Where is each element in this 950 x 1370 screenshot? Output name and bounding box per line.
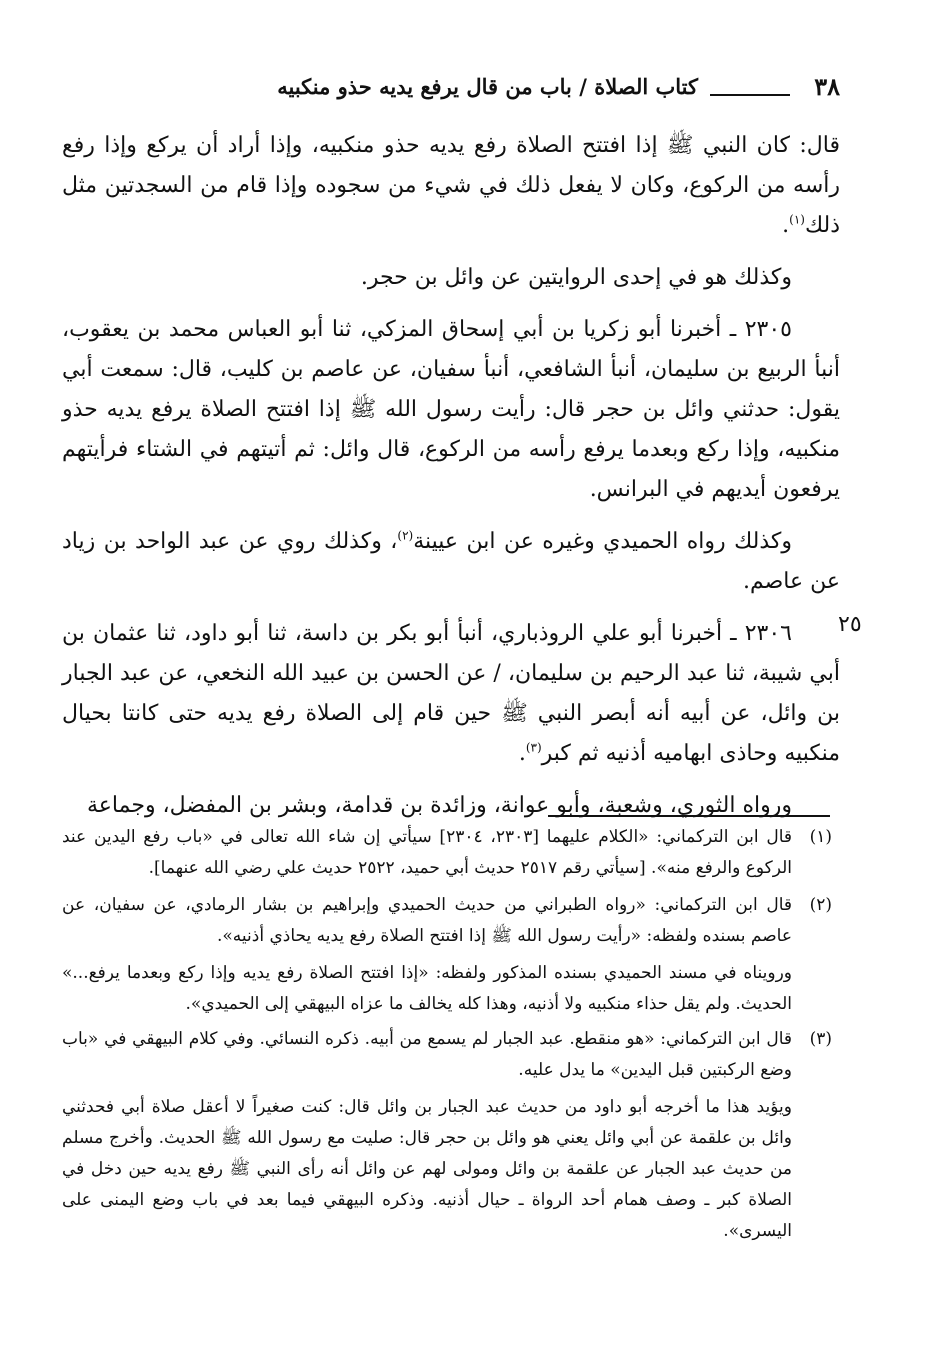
footnote-text: قال ابن التركماني: «الكلام عليهما [٢٣٠٣، ٢٣٠٤] سيأتي إن شاء الله تعالى في «باب رفع اليدين عند الركوع والرفع منه». [سيأتي رقم ٢٥١٧ حديث أبي حميد، ٢٥٢٢ حديث علي رضي الله عنهما]. xyxy=(62,827,793,878)
hadith-2305: ٢٣٠٥ ـ أخبرنا أبو زكريا بن أبي إسحاق المزكي، ثنا أبو العباس محمد بن يعقوب، أنبأ الربيع بن سليمان، أنبأ الشافعي، أنبأ سفيان، عن عاصم بن كليب، قال: سمعت أبي يقول: حدثني وائل بن حجر قال: رأيت رسول الله ﷺ إذا افتتح الصلاة يرفع يديه حذو منكبيه، وإذا ركع وبعدما يرفع رأسه من الركوع، قال وائل: ثم أتيتهم في الشتاء فرأيتهم يرفعون أيديهم في البرانس. xyxy=(62,317,840,502)
page-header xyxy=(60,72,840,108)
footnote-continuation: ورويناه في مسند الحميدي بسنده المذكور ولفظه: «إذا افتتح الصلاة رفع يديه وإذا ركع وبعدما يرفع...» الحديث. ولم يقل حذاء منكبيه ولا أذنيه، وهذا كله يخالف ما عزاه البيهقي إلى الحميدي». xyxy=(62,963,792,1014)
main-text xyxy=(62,126,840,838)
footnote-ref: (١) xyxy=(789,212,805,227)
hadith-2306: ٢٣٠٦ ـ أخبرنا أبو علي الروذباري، أنبأ أبو بكر بن داسة، ثنا أبو داود، ثنا عثمان بن أبي شيبة، ثنا عبد الرحيم بن سليمان، / عن الحسن بن عبيد الله النخعي، عن عبد الجبار بن وائل، عن أبيه أنه أبصر النبي ﷺ حين قام إلى الصلاة رفع يديه حتى كانتا بحيال منكبيه وحاذى ابهاميه أذنيه ثم كبر$^{(٣)}$. xyxy=(62,621,840,766)
footnote xyxy=(62,1024,832,1086)
footnote xyxy=(62,822,832,884)
header-rule xyxy=(710,94,790,96)
footnote-number: (٢) xyxy=(809,895,832,915)
footnote xyxy=(62,890,832,952)
footnote-ref: (٣) xyxy=(525,740,542,755)
footnote-ref: (٢) xyxy=(397,528,414,543)
footnote-rule xyxy=(548,815,830,817)
margin-page-number: ٢٥ xyxy=(838,612,862,637)
paragraph: وكذلك هو في إحدى الروايتين عن وائل بن حجر. xyxy=(360,265,792,290)
footnote-continuation: ويؤيد هذا ما أخرجه أبو داود من حديث عبد الجبار بن وائل قال: كنت صغيراً لا أعقل صلاة أبي فحدثني وائل بن علقمة عن أبي وائل يعني هو وائل بن حجر قال: صليت مع رسول الله ﷺ الحديث. وأخرج مسلم من حديث عبد الجبار عن علقمة بن وائل ومولى لهم عن وائل أنه رأى النبي ﷺ رفع يديه حين دخل في الصلاة كبر ـ وصف همام أحد الرواة ـ حيال أذنيه. وذكره البيهقي فيما بعد في باب وضع اليمنى على اليسرى». xyxy=(62,1097,792,1241)
page-number: ٣٨ xyxy=(814,72,840,101)
paragraph: وكذلك رواه الحميدي وغيره عن ابن عيينة$^{(٢)}$، وكذلك روي عن عبد الواحد بن زياد عن عاصم. xyxy=(62,528,840,594)
paragraph: قال: كان النبي ﷺ إذا افتتح الصلاة رفع يديه حذو منكبيه، وإذا أراد أن يركع وإذا رفع رأسه من الركوع، وكان لا يفعل ذلك في شيء من سجوده وإذا قام من السجدتين مثل ذلك$^{(١)}$. xyxy=(62,133,840,238)
paragraph: ورواه الثوري، وشعبة، وأبو عوانة، وزائدة بن قدامة، وبشر بن المفضل، وجماعة xyxy=(87,793,792,818)
footnote-text: قال ابن التركماني: «هو منقطع. عبد الجبار لم يسمع من أبيه. ذكره النسائي. وفي كلام البيهقي في «باب وضع الركبتين قبل اليدين» ما يدل عليه. xyxy=(62,1029,792,1080)
footnote-number: (٣) xyxy=(809,1029,832,1049)
footnote-text: قال ابن التركماني: «رواه الطبراني من حديث الحميدي وإبراهيم بن بشار الرمادي، عن سفيان، عن عاصم بسنده ولفظه: «رأيت رسول الله ﷺ إذا افتتح الصلاة رفع يديه يحاذي أذنيه». xyxy=(62,895,792,946)
running-head: كتاب الصلاة / باب من قال يرفع يديه حذو منكبيه xyxy=(277,74,698,99)
footnote-number: (١) xyxy=(809,827,832,847)
footnotes xyxy=(62,822,832,1251)
